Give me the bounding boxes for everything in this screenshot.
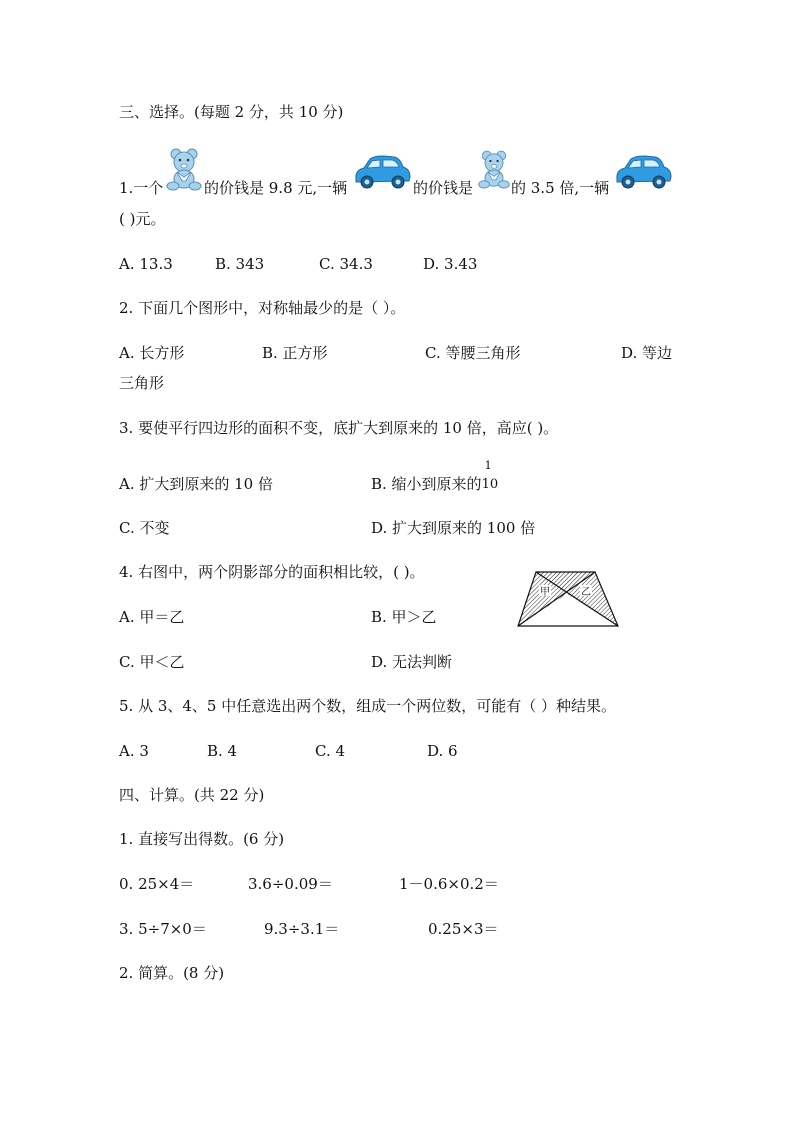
q5-text: 5. 从 3、4、5 中任意选出两个数，组成一个两位数，可能有（ ）种结果。 — [119, 697, 617, 715]
calc-r1-c2: 3.6÷0.09＝ — [248, 875, 333, 893]
q5-option-c: C. 4 — [315, 742, 346, 760]
q1-option-c: C. 34.3 — [319, 255, 373, 273]
q4-option-a: A. 甲＝乙 — [119, 608, 185, 626]
calc-r1-c3: 1－0.6×0.2＝ — [399, 875, 499, 893]
section3-heading: 三、选择。(每题 2 分，共 10 分) — [119, 103, 344, 121]
figure-label-jia: 甲 — [540, 587, 550, 598]
q1-part-c: 的价钱是 — [413, 179, 474, 197]
q4-option-d: D. 无法判断 — [371, 653, 453, 671]
figure-label-yi: 乙 — [581, 587, 591, 598]
q2-text: 2. 下面几个图形中，对称轴最少的是（ ）。 — [119, 299, 406, 317]
q1-line2: ( )元。 — [119, 210, 166, 228]
q4-option-b: B. 甲＞乙 — [371, 608, 437, 626]
q2-option-a: A. 长方形 — [119, 344, 185, 362]
section4-sub1: 1. 直接写出得数。(6 分) — [119, 830, 285, 848]
q3-text: 3. 要使平行四边形的面积不变，底扩大到原来的 10 倍，高应( )。 — [119, 419, 559, 437]
q1-option-a: A. 13.3 — [119, 255, 173, 273]
calc-r1-c1: 0. 25×4＝ — [119, 875, 195, 893]
q1-part-a: 1.一个 — [119, 179, 164, 197]
car-icon — [612, 155, 674, 191]
q5-option-d: D. 6 — [427, 742, 458, 760]
q1-part-b: 的价钱是 9.8 元,一辆 — [204, 179, 348, 197]
q3-option-b — [371, 459, 499, 494]
q3-option-a: A. 扩大到原来的 10 倍 — [119, 475, 273, 493]
section4-sub2: 2. 简算。(8 分) — [119, 964, 225, 982]
q2-option-b: B. 正方形 — [262, 344, 328, 362]
fraction-numerator: 1 — [484, 459, 492, 472]
car-icon — [352, 155, 412, 191]
one-tenth-fraction — [481, 459, 499, 494]
q2-option-d-continued: 三角形 — [119, 374, 165, 392]
calc-r2-c3: 0.25×3＝ — [428, 920, 499, 938]
calc-r2-c2: 9.3÷3.1＝ — [264, 920, 340, 938]
q2-option-d: D. 等边 — [621, 344, 673, 362]
section4-heading: 四、计算。(共 22 分) — [119, 786, 265, 804]
fraction-denominator: 10 — [481, 477, 499, 492]
q5-option-b: B. 4 — [207, 742, 238, 760]
q3-option-c: C. 不变 — [119, 519, 170, 537]
q1-option-d: D. 3.43 — [423, 255, 478, 273]
q3-option-b-label: B. 缩小到原来的 — [371, 475, 482, 493]
trapezoid-figure — [516, 570, 620, 628]
q1-option-b: B. 343 — [215, 255, 265, 273]
teddy-bear-icon — [164, 148, 204, 192]
q3-option-d: D. 扩大到原来的 100 倍 — [371, 519, 536, 537]
q4-option-c: C. 甲＜乙 — [119, 653, 185, 671]
q2-option-c: C. 等腰三角形 — [425, 344, 521, 362]
q5-option-a: A. 3 — [119, 742, 149, 760]
teddy-bear-icon — [476, 148, 512, 192]
q1-part-d: 的 3.5 倍,一辆 — [511, 179, 610, 197]
q4-text: 4. 右图中，两个阴影部分的面积相比较，( )。 — [119, 563, 425, 581]
calc-r2-c1: 3. 5÷7×0＝ — [119, 920, 207, 938]
